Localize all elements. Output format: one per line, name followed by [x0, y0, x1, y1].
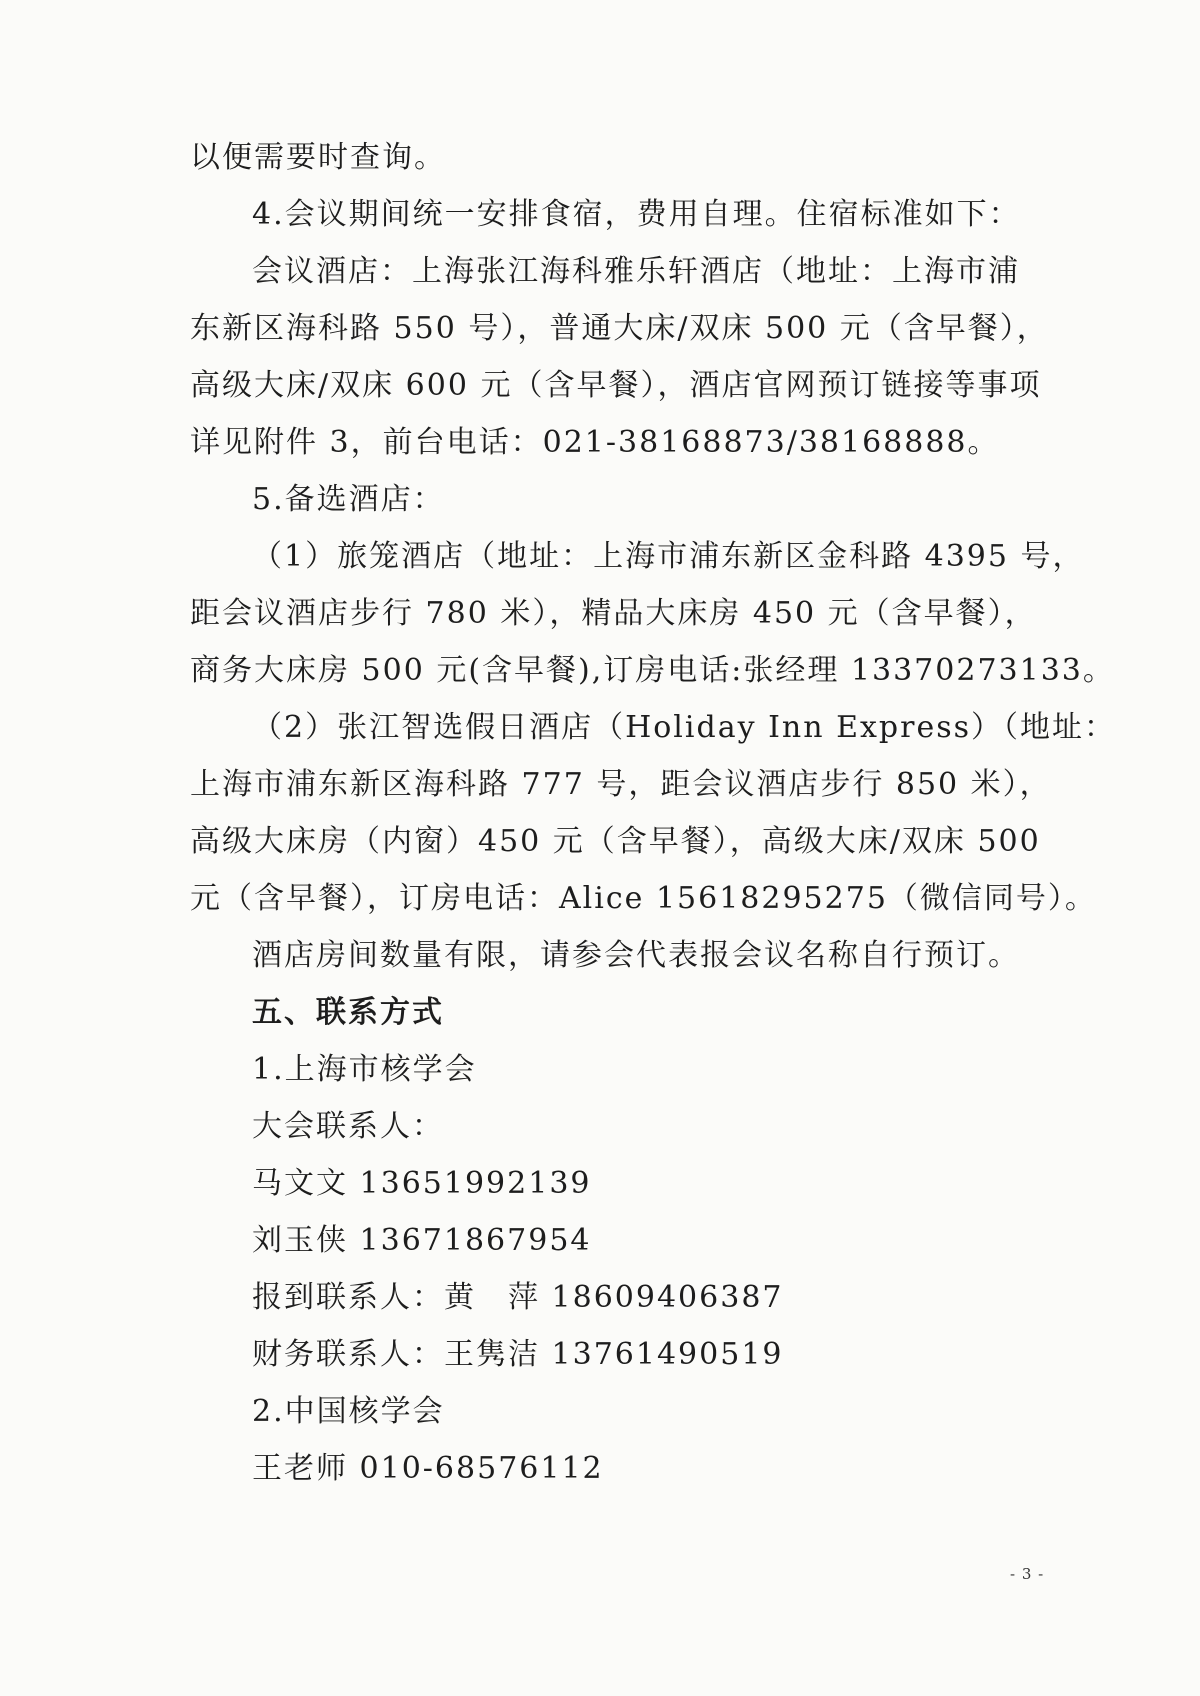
paragraph-line: 距会议酒店步行 780 米），精品大床房 450 元（含早餐），	[190, 596, 1037, 631]
paragraph-line: 以便需要时查询。	[190, 140, 446, 175]
paragraph-line: 4.会议期间统一安排食宿，费用自理。住宿标准如下：	[252, 197, 1021, 232]
contact-label: 大会联系人：	[252, 1109, 444, 1144]
paragraph-line: 详见附件 3，前台电话：021-38168873/38168888。	[190, 425, 1000, 460]
paragraph-line: 元（含早餐），订房电话：Alice 15618295275（微信同号）。	[190, 881, 1097, 916]
paragraph-line: （2）张江智选假日酒店（Holiday Inn Express）（地址：	[252, 710, 1117, 745]
paragraph-line: 酒店房间数量有限，请参会代表报会议名称自行预订。	[252, 938, 1020, 973]
organization-name: 2.中国核学会	[252, 1394, 445, 1429]
contact-entry: 马文文 13651992139	[252, 1166, 592, 1201]
paragraph-line: 高级大床/双床 600 元（含早餐），酒店官网预订链接等事项	[190, 368, 1042, 403]
paragraph-line: 5.备选酒店：	[252, 482, 445, 517]
section-heading: 五、联系方式	[252, 995, 444, 1030]
paragraph-line: 东新区海科路 550 号），普通大床/双床 500 元（含早餐），	[190, 311, 1049, 346]
paragraph-line: （1）旅笼酒店（地址：上海市浦东新区金科路 4395 号，	[252, 539, 1085, 574]
paragraph-line: 商务大床房 500 元(含早餐),订房电话:张经理 13370273133。	[190, 653, 1115, 688]
contact-entry: 财务联系人：王隽洁 13761490519	[252, 1337, 784, 1372]
paragraph-line: 高级大床房（内窗）450 元（含早餐），高级大床/双床 500	[190, 824, 1041, 859]
organization-name: 1.上海市核学会	[252, 1052, 477, 1087]
paragraph-line: 会议酒店：上海张江海科雅乐轩酒店（地址：上海市浦	[252, 254, 1020, 289]
contact-entry: 报到联系人：黄 萍 18609406387	[252, 1280, 784, 1315]
page-number: - 3 -	[1010, 1565, 1045, 1583]
contact-entry: 王老师 010-68576112	[252, 1451, 604, 1486]
paragraph-line: 上海市浦东新区海科路 777 号，距会议酒店步行 850 米），	[190, 767, 1052, 802]
contact-entry: 刘玉侠 13671867954	[252, 1223, 592, 1258]
